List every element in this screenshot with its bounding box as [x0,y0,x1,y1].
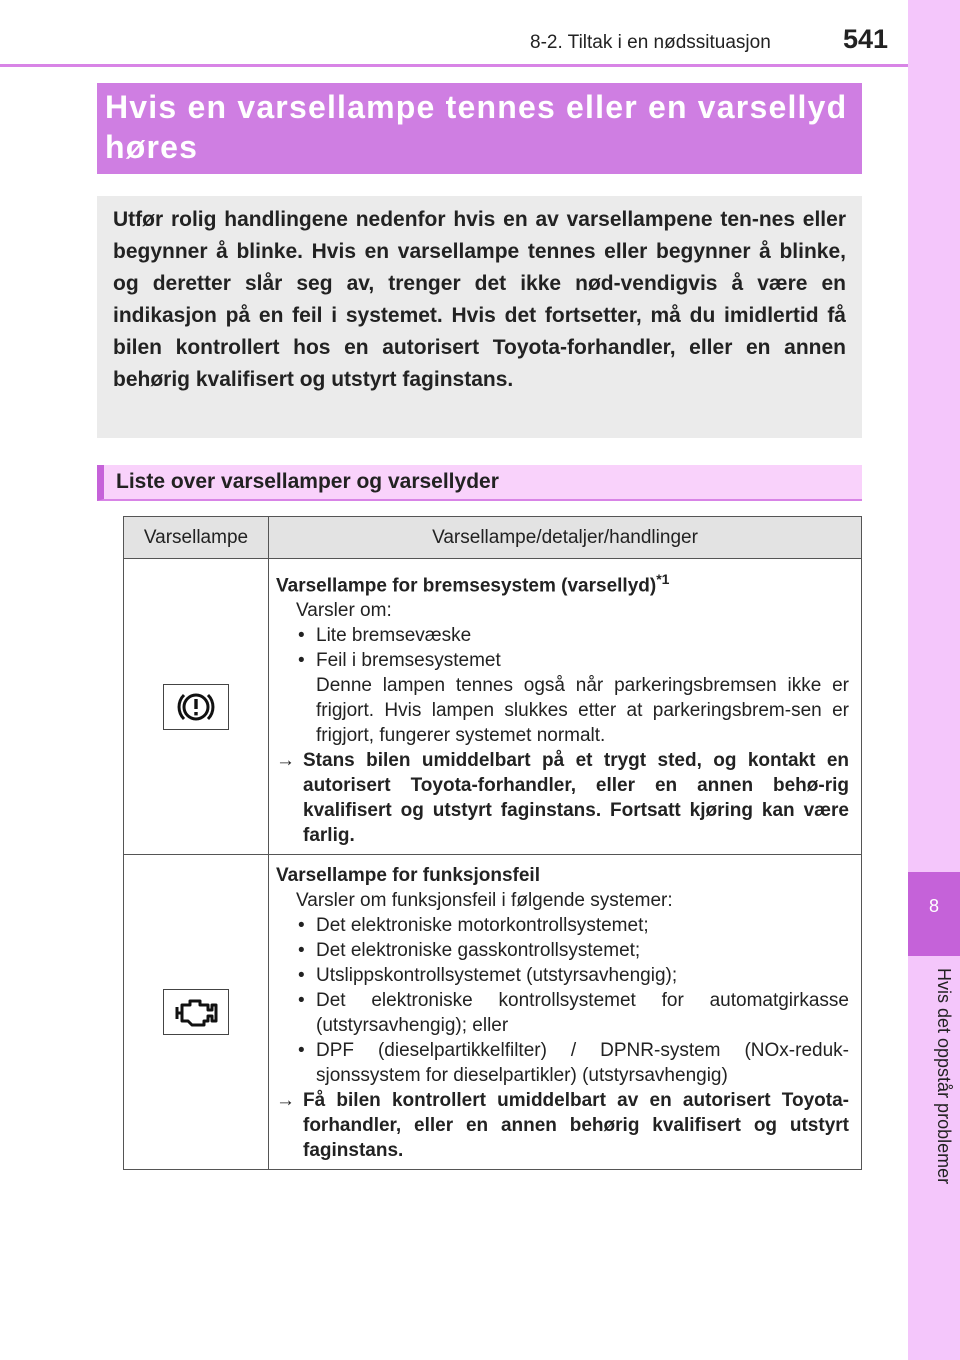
subsection-title: Liste over varsellamper og varsellyder [116,470,499,493]
warning-lights-table [123,516,862,1170]
brake-warning-icon [163,684,229,730]
chapter-number-tab [908,872,960,956]
list-item: • Feil i bremsesystemet [276,648,849,673]
table-row [124,855,862,1170]
column-header-light: Varsellampe [124,517,269,559]
light-lead: Varsler om funksjonsfeil i følgende systemer: [296,890,673,912]
footnote-ref: *1 [656,571,670,587]
list-item: • DPF (dieselpartikkelfilter) / DPNR-system (NOx-reduk-sjonssystem for dieselpartikler) (utstyrsavhengig) [276,1038,849,1088]
list-item: • Utslippskontrollsystemet (utstyrsavhengig); [276,963,849,988]
header-rule [0,64,908,67]
section-title-box [97,83,862,174]
light-title: Varsellampe for bremsesystem (varsellyd)$^{*1}$ [276,571,670,597]
action-instruction: → Stans bilen umiddelbart på et trygt sted, og kontakt en autorisert Toyota-forhandler, eller en annen behø-rig kvalifisert og utstyrt faginstans. Fortsatt kjøring kan være farlig. [276,750,849,847]
details-cell [269,559,862,855]
chapter-number: 8 [928,896,939,916]
icon-cell [124,855,269,1170]
action-instruction: → Få bilen kontrollert umiddelbart av en autorisert Toyota-forhandler, eller en annen behørig kvalifisert og utstyrt faginstans. [276,1090,849,1162]
list-item: • Det elektroniske motorkontrollsystemet; [276,913,849,938]
light-lead: Varsler om: [296,600,392,622]
list-item: • Lite bremsevæske [276,623,849,648]
section-reference: 8-2. Tiltak i en nødssituasjon [530,32,771,53]
chapter-title: Hvis det oppstår problemer [934,968,954,1185]
icon-cell [124,559,269,855]
list-item: • Det elektroniske kontrollsystemet for automatgirkasse (utstyrsavhengig); eller [276,988,849,1038]
arrow-icon: → [276,1090,295,1112]
light-note: Denne lampen tennes også når parkeringsbremsen ikke er frigjort. Hvis lampen slukkes etter at parkeringsbrem-sen er frigjort, fungerer systemet normalt. [316,675,849,747]
subsection-header [97,465,862,501]
intro-box [97,196,862,438]
bullet-list [276,623,849,673]
arrow-icon: → [276,750,295,772]
column-header-details: Varsellampe/detaljer/handlinger [269,517,862,559]
intro-text: Utfør rolig handlingene nedenfor hvis en av varsellampene ten-nes eller begynner å blinke. Hvis en varsellampe tennes eller begynner å blinke, og deretter slår seg av, trenger det ikke nød-vendigvis å være en indikasjon på en feil i systemet. Hvis det fortsetter, må du imidlertid få bilen kontrollert hos en autorisert Toyota-forhandler, eller en annen behørig kvalifisert og utstyrt faginstans. [113,208,846,391]
details-cell [269,855,862,1170]
table-row [124,559,862,855]
page-title: Hvis en varsellampe tennes eller en varsellyd høres [105,89,848,165]
engine-malfunction-icon [163,989,229,1035]
page-number: 541 [843,24,889,54]
list-item: • Det elektroniske gasskontrollsystemet; [276,938,849,963]
table-header-row [124,517,862,559]
bullet-list [276,913,849,1088]
light-title: Varsellampe for funksjonsfeil [276,865,540,887]
